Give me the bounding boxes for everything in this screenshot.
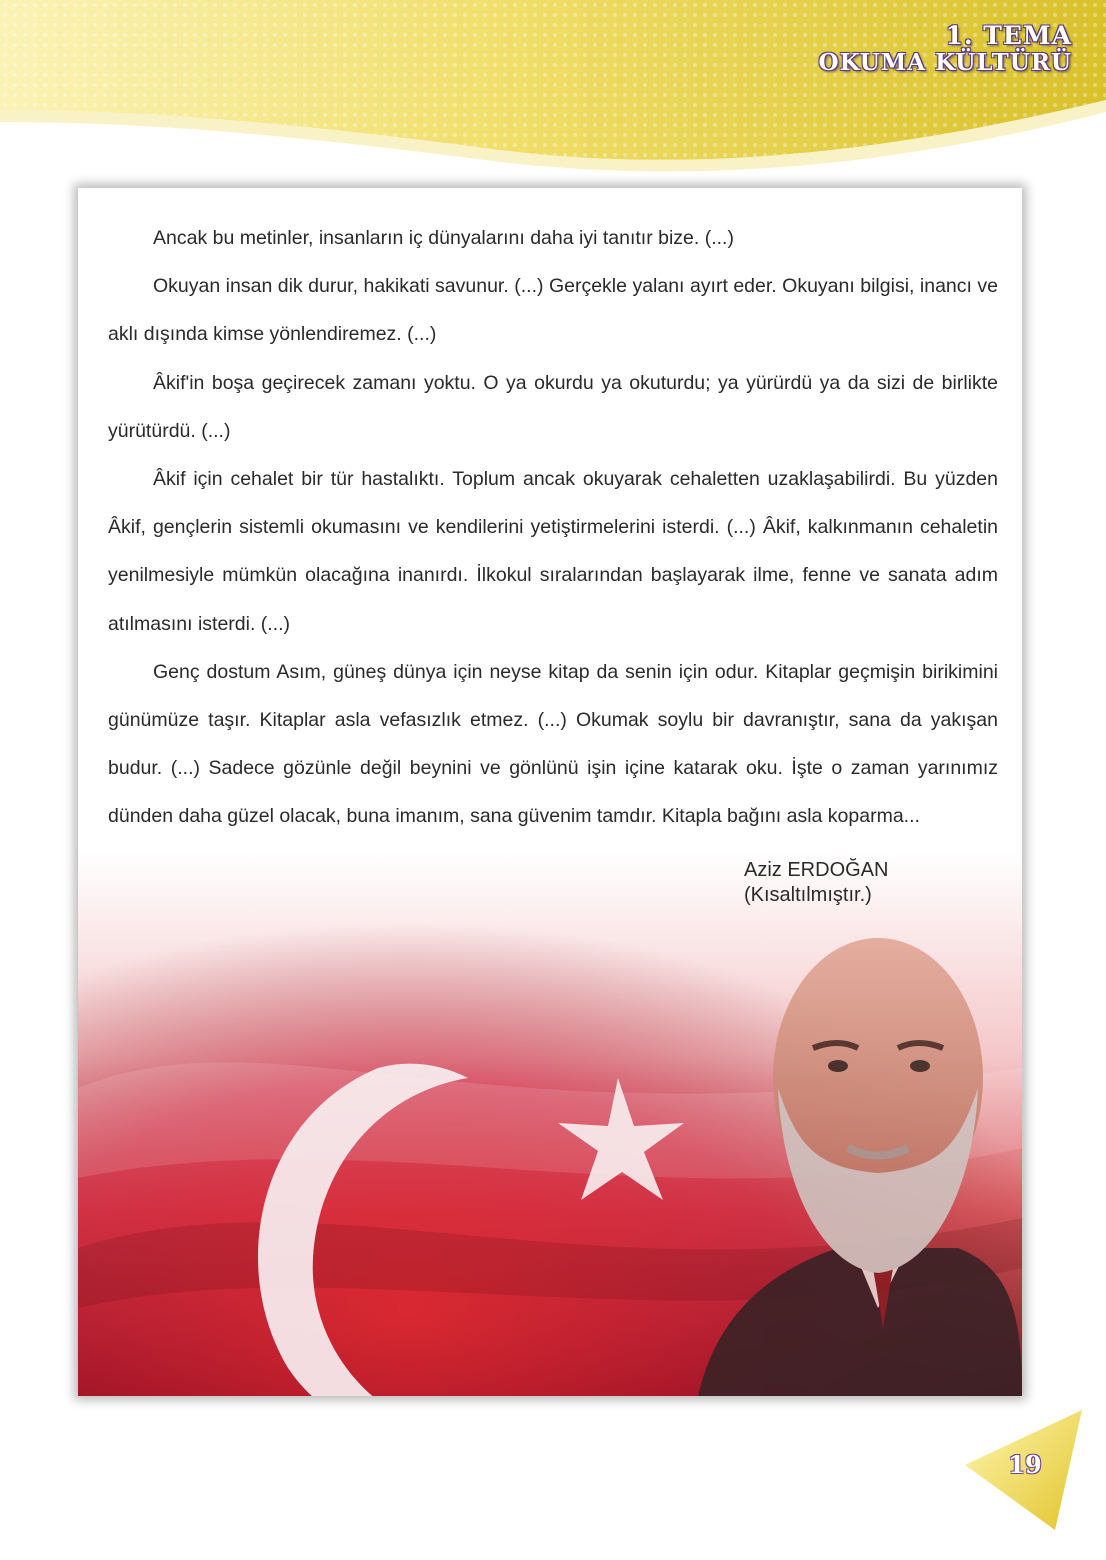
reading-panel	[78, 188, 1022, 1396]
theme-name: OKUMA KÜLTÜRÜ	[818, 49, 1072, 76]
abridged-note: (Kısaltılmıştır.)	[744, 884, 872, 906]
author-attribution	[744, 858, 888, 908]
paragraph-5: Genç dostum Asım, güneş dünya için neyse kitap da senin için odur. Kitaplar geçmişin birikimini günümüze taşır. Kitaplar asla vefasızlık etmez. (...) Okumak soylu bir davranıştır, sana da yakışan budur. (...) Sadece gözünle değil beynini ve gönlünü işin içine katarak oku. İşte o zaman yarınımız dünden daha güzel olacak, buna imanım, sana güvenim tamdır. Kitapla bağını asla koparma...	[108, 660, 998, 828]
paragraph-1: Ancak bu metinler, insanların iç dünyalarını daha iyi tanıtır bize. (...)	[153, 227, 734, 249]
article-text	[108, 214, 998, 841]
theme-number: 1. TEMA	[945, 21, 1072, 50]
author-name: Aziz ERDOĞAN	[744, 859, 889, 881]
paragraph-3: Âkif'in boşa geçirecek zamanı yoktu. O ya okurdu ya okuturdu; ya yürürdü ya da sizi de birlikte yürütürdü. (...)	[108, 371, 998, 442]
paragraph-4: Âkif için cehalet bir tür hastalıktı. Toplum ancak okuyarak cehaletten uzaklaşabilirdi. Bu yüzden Âkif, gençlerin sistemli okumasını ve kendilerini yetiştirmelerini isterdi. (...) Âkif, kalkınmanın cehaletin yenilmesiyle mümkün olacağına inanırdı. İlkokul sıralarından başlayarak ilme, fenne ve sanata adım atılmasını isterdi. (...)	[108, 468, 998, 635]
paragraph-2: Okuyan insan dik durur, hakikati savunur. (...) Gerçekle yalanı ayırt eder. Okuyanı bilgisi, inancı ve aklı dışında kimse yönlendiremez. (...)	[108, 275, 998, 346]
theme-badge	[819, 22, 1072, 76]
page-number: 19	[1008, 1450, 1042, 1479]
